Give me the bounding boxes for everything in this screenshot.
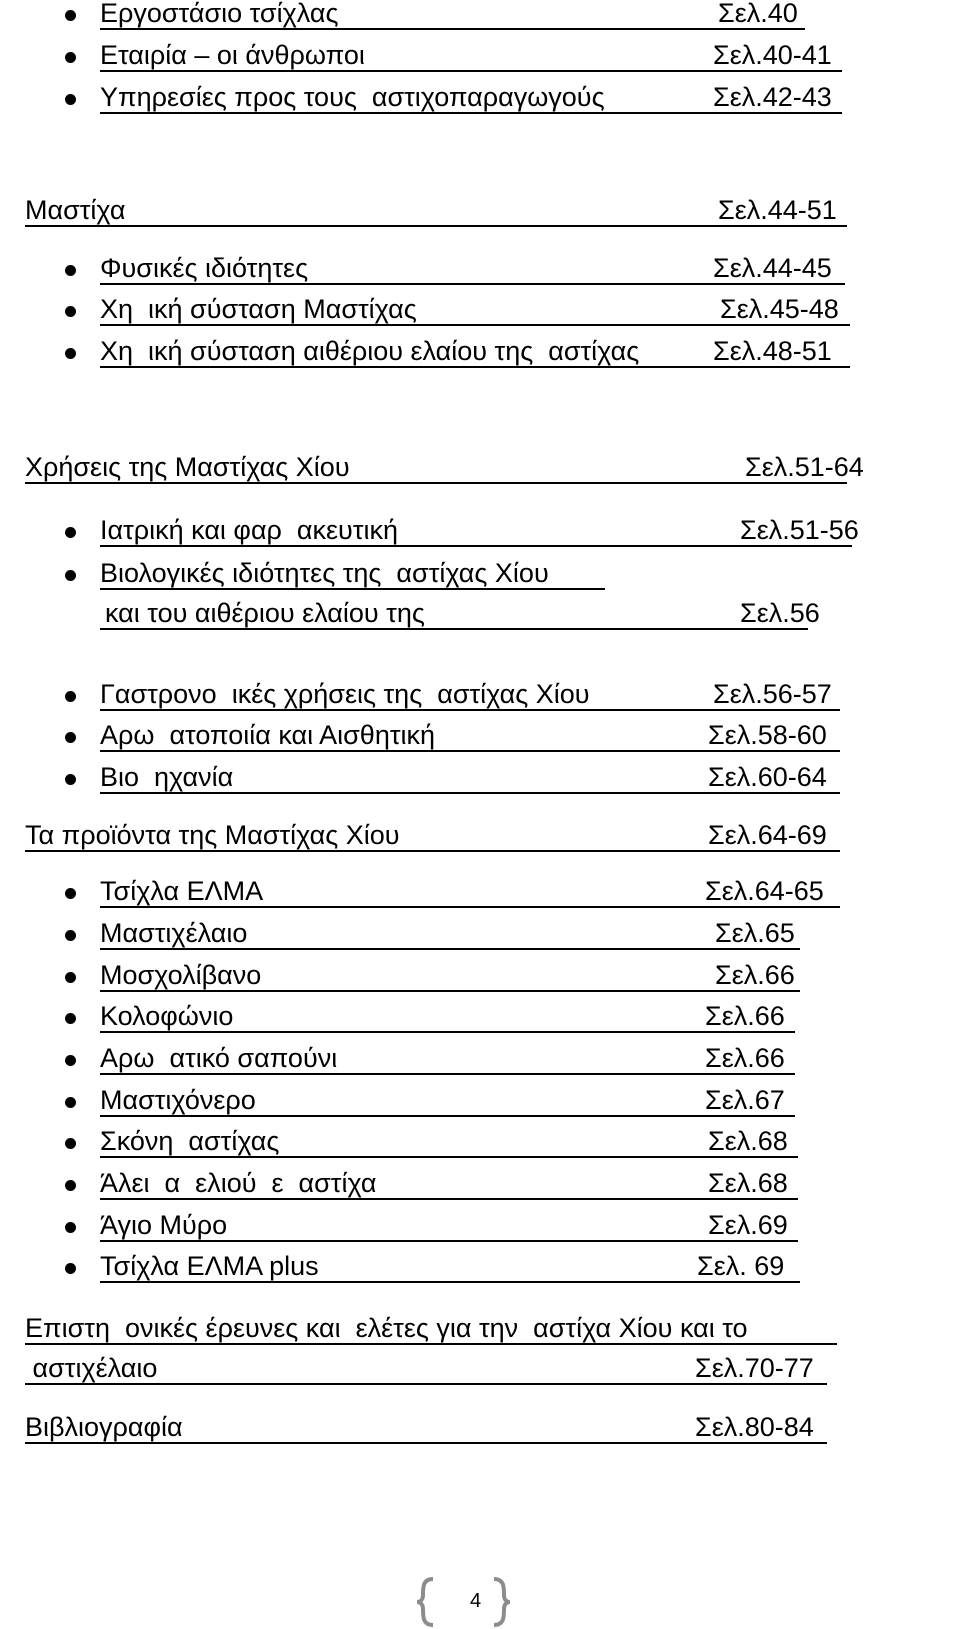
toc-section-page: Σελ.51-64 [745, 452, 864, 482]
toc-entry-page: Σελ.58-60 [708, 720, 827, 750]
bullet-icon [65, 888, 76, 899]
bullet-icon [65, 1263, 76, 1274]
toc-section-title: Χρήσεις της Μαστίχας Χίου [25, 452, 350, 482]
bullet-icon [65, 52, 76, 63]
toc-entry-title: Εργοστάσιο τσίχλας [100, 0, 339, 28]
toc-entry-title: Χη ική σύσταση αιθέριου ελαίου της αστίχας [100, 336, 640, 366]
toc-section [25, 195, 847, 227]
toc-entry [100, 1043, 795, 1075]
toc-entry-page: Σελ. 69 [697, 1251, 785, 1281]
toc-entry-page: Σελ.68 [708, 1126, 788, 1156]
toc-entry-page: Σελ.56 [740, 598, 820, 628]
toc-section-page: Σελ.80-84 [695, 1412, 814, 1442]
bullet-icon [65, 774, 76, 785]
toc-entry-title: Χη ική σύσταση Μαστίχας [100, 294, 417, 324]
toc-entry-title: Τσίχλα ΕΛΜΑ [100, 876, 264, 906]
toc-entry-title: Μοσχολίβανο [100, 960, 262, 990]
toc-entry-page: Σελ.45-48 [720, 294, 839, 324]
toc-entry-page: Σελ.42-43 [713, 82, 832, 112]
toc-entry [100, 1085, 795, 1117]
toc-entry-page: Σελ.65 [715, 918, 795, 948]
bullet-icon [65, 527, 76, 538]
bullet-icon [65, 1097, 76, 1108]
bullet-icon [65, 306, 76, 317]
toc-section [25, 1412, 827, 1444]
bullet-icon [65, 1013, 76, 1024]
bullet-icon [65, 1055, 76, 1066]
toc-entry [100, 720, 840, 752]
toc-section-title: Επιστη ονικές έρευνες και ελέτες για την αστίχα Χίου και το [25, 1313, 748, 1343]
toc-entry-title: Αρω ατοποιία και Αισθητική [100, 720, 436, 750]
bullet-icon [65, 930, 76, 941]
toc-entry-page: Σελ.48-51 [713, 336, 832, 366]
toc-entry-title: Μαστιχόνερο [100, 1085, 256, 1115]
bullet-icon [65, 10, 76, 21]
toc-entry-page: Σελ.56-57 [713, 679, 832, 709]
toc-entry [100, 679, 840, 711]
toc-entry [100, 1126, 798, 1158]
toc-entry [100, 918, 800, 950]
bullet-icon [65, 1222, 76, 1233]
toc-entry-title: Ιατρική και φαρ ακευτική [100, 515, 399, 545]
bullet-icon [65, 94, 76, 105]
toc-entry-title: Άλει α ελιού ε αστίχα [100, 1168, 377, 1198]
bullet-icon [65, 972, 76, 983]
toc-section-title: Μαστίχα [25, 195, 126, 225]
toc-entry-title: Βιολογικές ιδιότητες της αστίχας Χίου [100, 558, 549, 588]
toc-section-page: Σελ.70-77 [695, 1353, 814, 1383]
toc-entry-title: Γαστρονο ικές χρήσεις της αστίχας Χίου [100, 679, 590, 709]
toc-entry [100, 1001, 795, 1033]
toc-entry-title: Σκόνη αστίχας [100, 1126, 280, 1156]
toc-entry-page: Σελ.66 [705, 1043, 785, 1073]
toc-entry-title: Κολοφώνιο [100, 1001, 234, 1031]
toc-section-title: Τα προϊόντα της Μαστίχας Χίου [25, 820, 400, 850]
toc-entry [100, 336, 850, 368]
toc-entry-continuation [100, 598, 820, 630]
bullet-icon [65, 570, 76, 581]
toc-entry [100, 253, 845, 285]
toc-entry-page: Σελ.44-45 [713, 253, 832, 283]
bullet-icon [65, 1180, 76, 1191]
toc-entry [100, 0, 805, 30]
toc-entry-title: Μαστιχέλαιο [100, 918, 248, 948]
bullet-icon [65, 348, 76, 359]
toc-entry-title: Βιο ηχανία [100, 762, 234, 792]
bullet-icon [65, 265, 76, 276]
toc-entry-title: Άγιο Μύρο [100, 1210, 228, 1240]
page-number: 4 [470, 1590, 482, 1612]
bullet-icon [65, 691, 76, 702]
bullet-icon [65, 1138, 76, 1149]
left-brace-icon [415, 1577, 437, 1627]
toc-entry-title: Φυσικές ιδιότητες [100, 253, 309, 283]
toc-section-continuation [25, 1353, 827, 1385]
toc-entry-title: Εταιρία – οι άνθρωποι [100, 40, 365, 70]
toc-entry-page: Σελ.67 [705, 1085, 785, 1115]
toc-entry-title: Αρω ατικό σαπούνι [100, 1043, 338, 1073]
toc-section [25, 1313, 837, 1345]
toc-section [25, 452, 864, 484]
toc-entry [100, 960, 800, 992]
toc-entry-page: Σελ.40-41 [713, 40, 832, 70]
toc-entry-title: και του αιθέριου ελαίου της [105, 598, 425, 628]
toc-entry-page: Σελ.60-64 [708, 762, 827, 792]
toc-entry-page: Σελ.68 [708, 1168, 788, 1198]
right-brace-icon [490, 1577, 512, 1627]
toc-entry [100, 1168, 798, 1200]
toc-entry [100, 1210, 798, 1242]
toc-entry [100, 40, 842, 72]
toc-section [25, 820, 840, 852]
toc-section-title: αστιχέλαιο [25, 1353, 158, 1383]
toc-entry-page: Σελ.66 [705, 1001, 785, 1031]
toc-entry-page: Σελ.66 [715, 960, 795, 990]
toc-entry [100, 762, 840, 794]
toc-entry-title: Τσίχλα ΕΛΜΑ plus [100, 1251, 319, 1281]
toc-section-title: Βιβλιογραφία [25, 1412, 183, 1442]
toc-entry [100, 82, 842, 114]
toc-entry [100, 294, 850, 326]
bullet-icon [65, 732, 76, 743]
toc-entry-page: Σελ.40 [718, 0, 798, 28]
toc-entry [100, 515, 859, 547]
toc-entry [100, 558, 605, 590]
toc-entry-page: Σελ.69 [708, 1210, 788, 1240]
toc-entry-page: Σελ.51-56 [740, 515, 859, 545]
toc-entry [100, 876, 840, 908]
toc-entry [100, 1251, 800, 1283]
toc-section-page: Σελ.64-69 [708, 820, 827, 850]
toc-entry-page: Σελ.64-65 [705, 876, 824, 906]
toc-entry-title: Υπηρεσίες προς τους αστιχοπαραγωγούς [100, 82, 605, 112]
toc-section-page: Σελ.44-51 [718, 195, 837, 225]
